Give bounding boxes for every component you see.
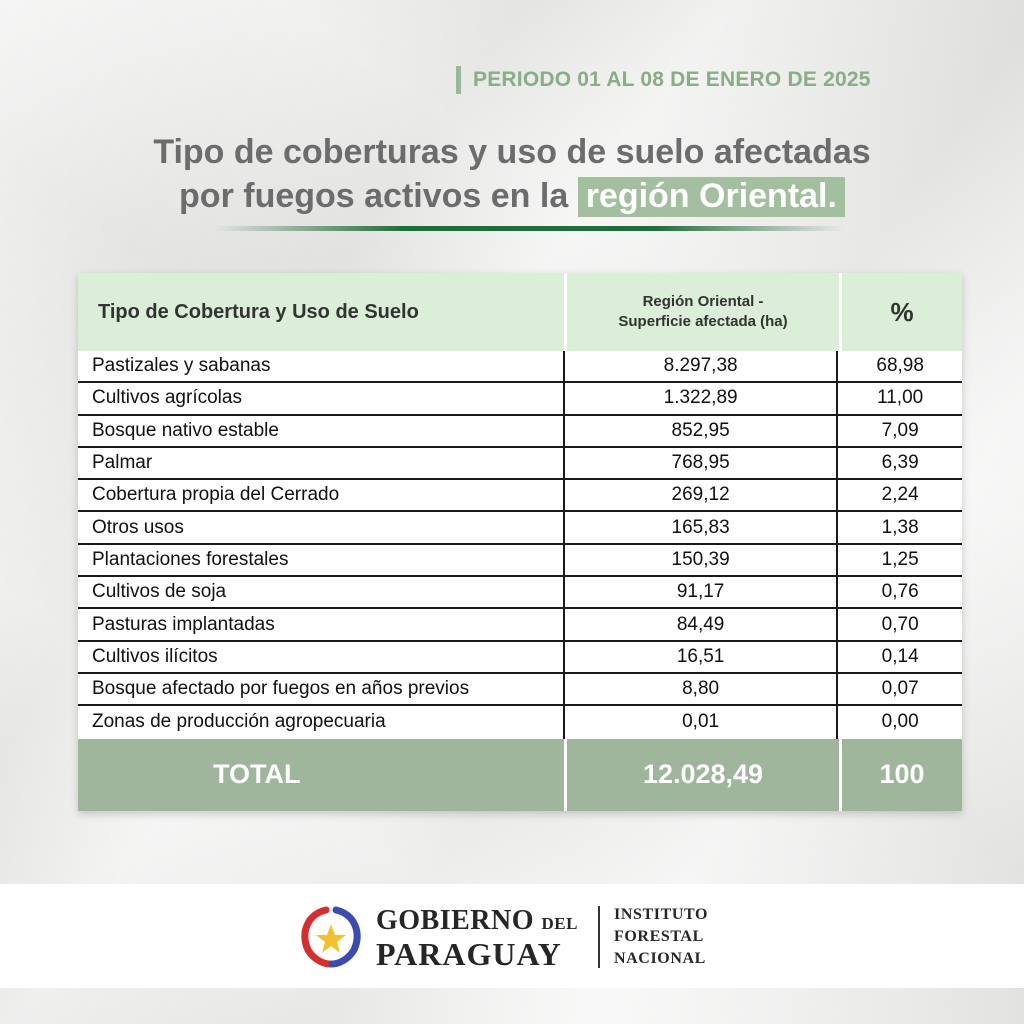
header-superficie (567, 273, 839, 351)
cell-superficie: 165,83 (565, 512, 836, 542)
footer-logo-band (0, 884, 1024, 988)
cell-tipo: Cultivos de soja (78, 577, 563, 607)
table-row (78, 642, 962, 674)
table-row (78, 480, 962, 512)
cell-tipo: Otros usos (78, 512, 563, 542)
cell-percent: 0,70 (838, 609, 962, 639)
cell-tipo: Bosque afectado por fuegos en años previos (78, 674, 563, 704)
cell-superficie: 84,49 (565, 609, 836, 639)
table-row (78, 674, 962, 706)
cell-superficie: 8,80 (565, 674, 836, 704)
table-row (78, 512, 962, 544)
table-row (78, 448, 962, 480)
cell-superficie: 16,51 (565, 642, 836, 672)
gobierno-paraguay-logo (376, 905, 578, 972)
del-text: DEL (541, 914, 578, 933)
cell-tipo: Cobertura propia del Cerrado (78, 480, 563, 510)
gobierno-text: GOBIERNO (376, 905, 535, 936)
cell-percent: 7,09 (838, 416, 962, 446)
cell-percent: 0,00 (838, 706, 962, 738)
total-label: TOTAL (78, 739, 564, 811)
title-line-1: Tipo de coberturas y uso de suelo afectadas (153, 133, 871, 171)
cell-superficie: 91,17 (565, 577, 836, 607)
paraguay-text: PARAGUAY (376, 936, 562, 972)
cell-percent: 1,38 (838, 512, 962, 542)
cell-superficie: 0,01 (565, 706, 836, 738)
instituto-text: INSTITUTO (614, 906, 709, 923)
nacional-text: NACIONAL (614, 950, 706, 967)
table-row (78, 351, 962, 383)
table-row (78, 577, 962, 609)
cell-tipo: Pasturas implantadas (78, 609, 563, 639)
cell-superficie: 768,95 (565, 448, 836, 478)
cell-percent: 6,39 (838, 448, 962, 478)
cell-percent: 11,00 (838, 383, 962, 413)
table-body (78, 351, 962, 739)
cell-percent: 0,14 (838, 642, 962, 672)
cell-tipo: Plantaciones forestales (78, 545, 563, 575)
paraguay-seal-icon (296, 904, 366, 968)
table-row (78, 416, 962, 448)
header-superficie-line2: Superficie afectada (ha) (618, 313, 788, 330)
cell-tipo: Bosque nativo estable (78, 416, 563, 446)
cell-percent: 1,25 (838, 545, 962, 575)
cell-superficie: 1.322,89 (565, 383, 836, 413)
infona-logo (614, 904, 708, 970)
title-line-2 (0, 174, 1024, 218)
cell-percent: 68,98 (838, 351, 962, 381)
coverage-table (78, 273, 962, 811)
cell-superficie: 8.297,38 (565, 351, 836, 381)
header-percent: % (842, 273, 962, 351)
cell-tipo: Palmar (78, 448, 563, 478)
header-tipo: Tipo de Cobertura y Uso de Suelo (78, 273, 564, 351)
period-label: PERIODO 01 AL 08 DE ENERO DE 2025 (456, 66, 871, 94)
table-row (78, 609, 962, 641)
table-row (78, 706, 962, 738)
page-title (0, 130, 1024, 218)
title-underline (214, 226, 844, 231)
cell-tipo: Pastizales y sabanas (78, 351, 563, 381)
cell-tipo: Cultivos agrícolas (78, 383, 563, 413)
table-total-row (78, 739, 962, 811)
cell-superficie: 269,12 (565, 480, 836, 510)
table-row (78, 383, 962, 415)
total-percent: 100 (842, 739, 962, 811)
cell-superficie: 150,39 (565, 545, 836, 575)
title-highlight: región Oriental. (578, 177, 845, 217)
title-line-2-text: por fuegos activos en la (179, 177, 578, 215)
cell-percent: 0,07 (838, 674, 962, 704)
cell-percent: 2,24 (838, 480, 962, 510)
total-superficie: 12.028,49 (567, 739, 839, 811)
header-superficie-line1: Región Oriental - (642, 293, 764, 310)
table-row (78, 545, 962, 577)
cell-superficie: 852,95 (565, 416, 836, 446)
cell-tipo: Zonas de producción agropecuaria (78, 706, 563, 738)
forestal-text: FORESTAL (614, 928, 704, 945)
table-header-row (78, 273, 962, 351)
cell-tipo: Cultivos ilícitos (78, 642, 563, 672)
cell-percent: 0,76 (838, 577, 962, 607)
logo-divider (598, 906, 600, 968)
